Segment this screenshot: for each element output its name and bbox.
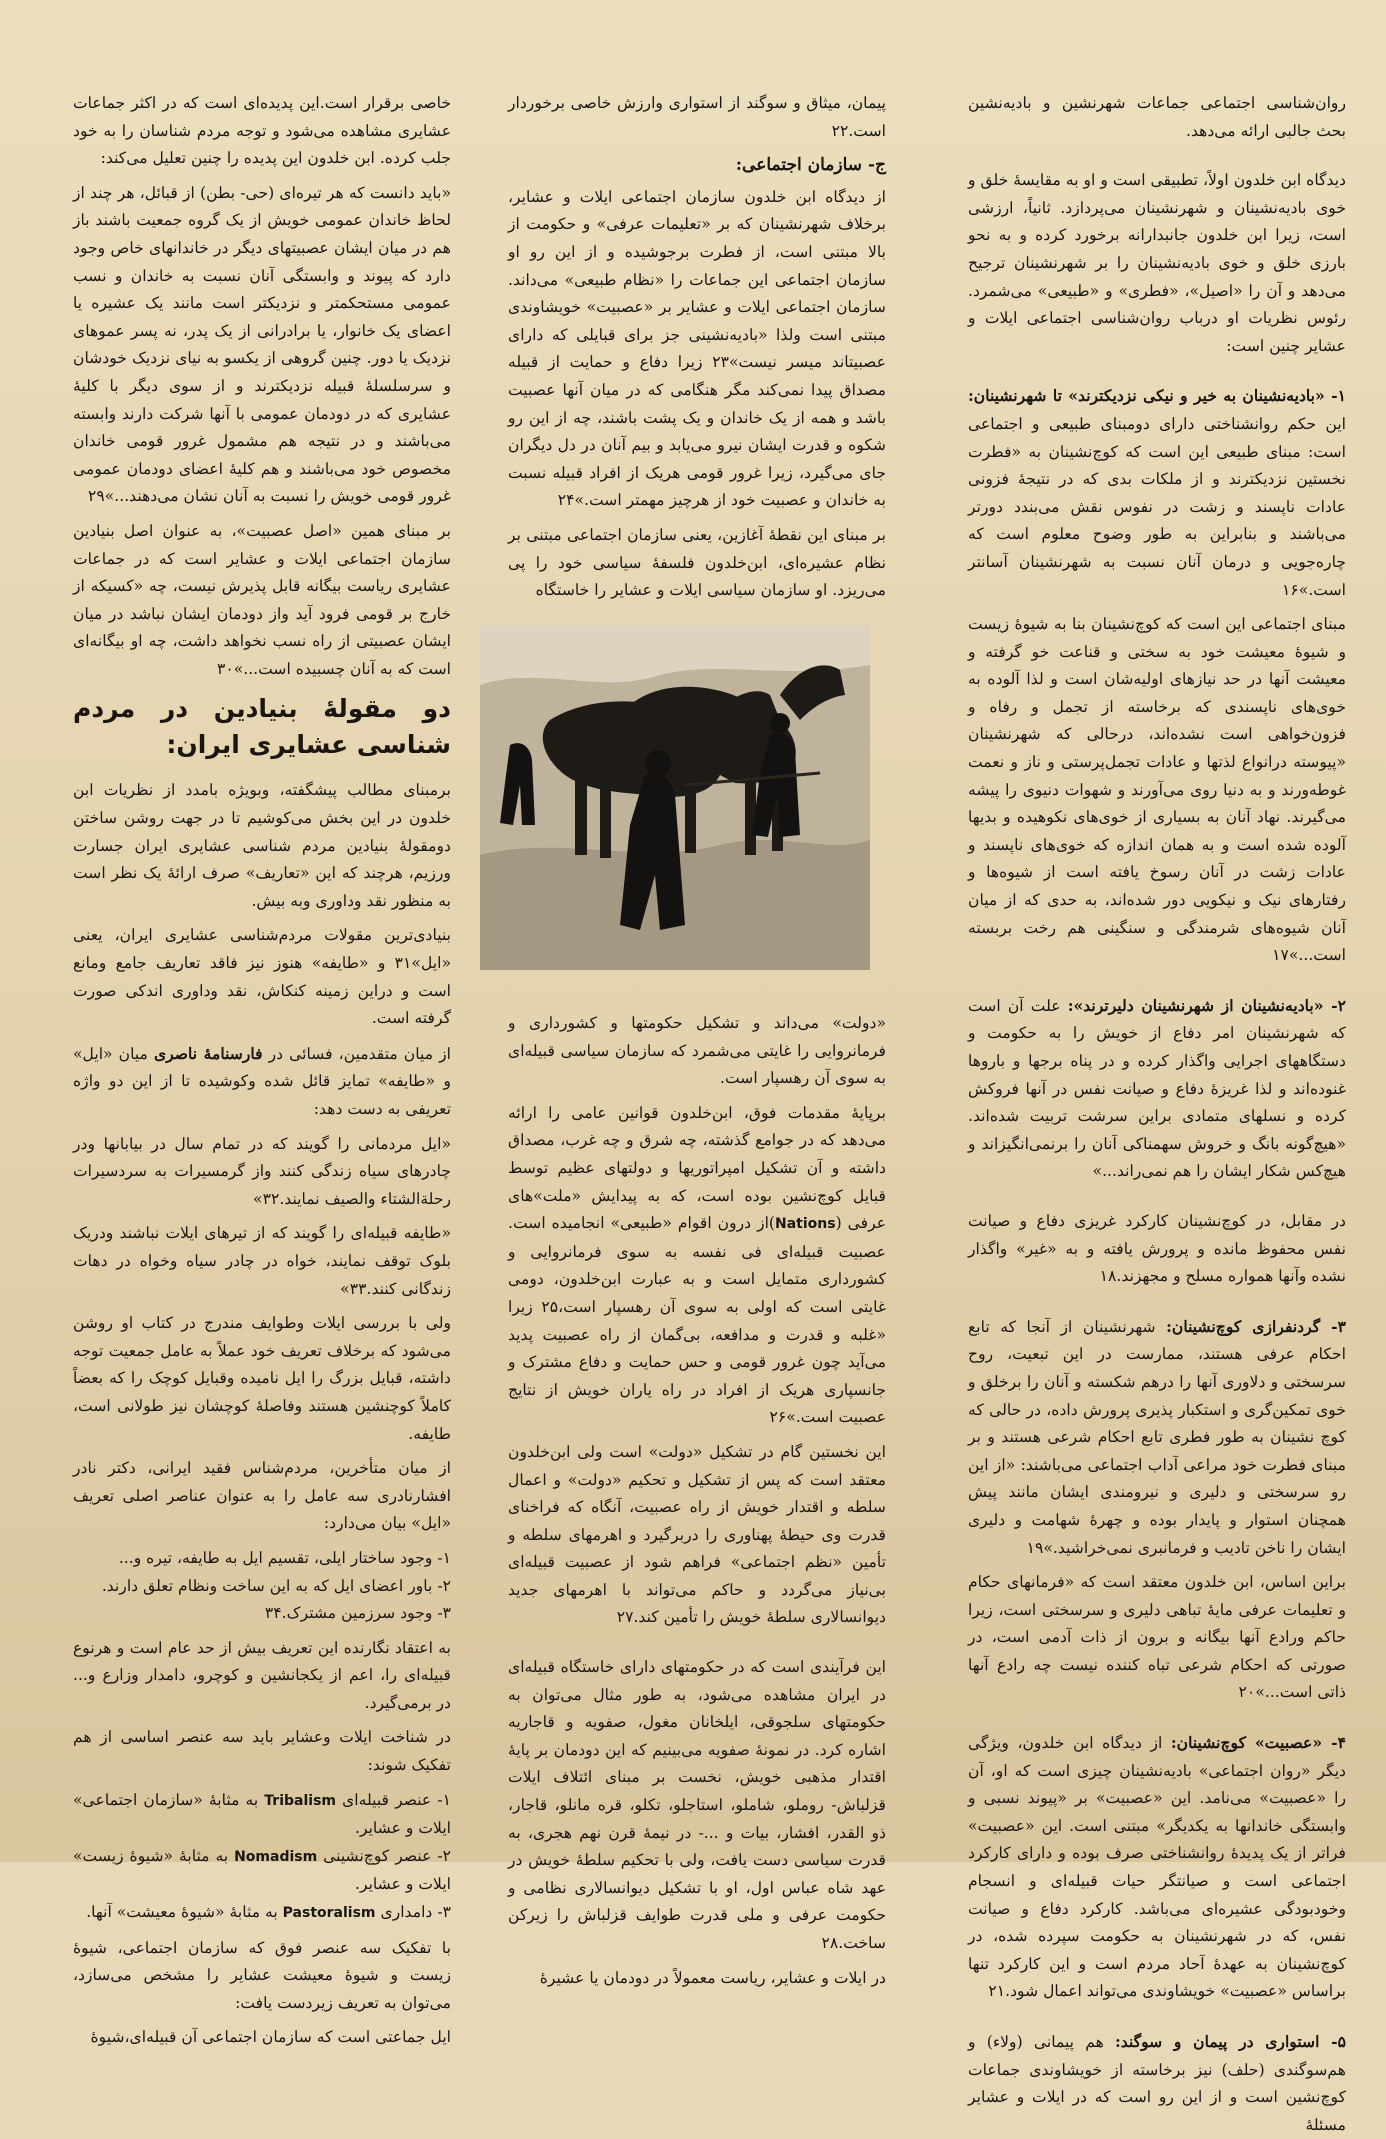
list-item xyxy=(73,1899,451,1928)
paragraph: این فرآیندی است که در حکومتهای دارای خاستگاه قبیله‌ای در ایران مشاهده می‌شود، به طور مثال می‌توان به حکومتهای سلجوقی، ایلخانان مغول، صفویه و قاجاریه اشاره کرد. در نمونهٔ صفویه می‌بینیم که این دودمان بر پایهٔ اقتدار مذهبی خویش، نخست بر مبنای ائتلاف ایلات قزلباش- روملو، شاملو، استاجلو، تکلو، قره مانلو، قاجار، ذو القدر، افشار، بیات و ...- در نیمهٔ قرن نهم هجری، به قدرت سیاسی دست یافت، ولی با تحکیم سلطهٔ خویش در عهد شاه عباس اول، او با تشکیل دیوانسالاری نظامی و حکومت عرفی و ملی قدرت طوایف قزلباش را زیرکن ساخت.۲۸ xyxy=(508,1658,886,1952)
point-text: این حکم روانشناختی دارای دومبنای طبیعی و اجتماعی است: مبنای طبیعی این است که کوچ‌نشینان به «فطرت نخستین نزدیکترند و از ملکات بدی که در نتیجهٔ فزونی عادات ناپسند و زشت در نفوس نقش می‌بندد دورتر می‌باشند و بنابراین به طور وضوح معلوم است که چاره‌جویی و درمان آنان نسبت به شهرنشینان آسانتر است.»۱۶ xyxy=(968,414,1346,599)
quote: «باید دانست که هر تیره‌ای (حی- بطن) از قبائل، هر چند از لحاظ خاندان عمومی خویش از یک گروه جمعیت باشند باز هم در میان ایشان عصبیتهای دیگر در خاندانهای خاص وجود دارد که پیوند و وابستگی آنان نسبت به خاندان و نسب عمومی مستحکمتر و نزدیکتر است مانند یک عشیره یا اعضای یک خانوار، یا برادرانی از یک پدر، نه پسر عموهای نزدیک یا دور. چنین گروهی از یکسو به نیای نزدیک خودشان و سرسلسلهٔ قبیله نزدیکترند و از سوی دیگر با کلیهٔ عشایری که در دودمان عمومی با آنها شرکت دارند وابسته می‌باشند و در نتیجه هم مشمول غرور قومی خاندان مخصوص خود می‌باشند و هم کلیهٔ اعضای دودمان عمومی غرور قومی خویش را نسبت به آنان نشان می‌دهند...»۲۹ xyxy=(73,183,451,506)
man-head xyxy=(645,750,671,776)
person-head xyxy=(770,713,790,733)
nomads-with-donkeys-photo xyxy=(480,625,870,970)
latin-term: Tribalism xyxy=(264,1792,336,1809)
numbered-point xyxy=(968,382,1346,604)
list-item: ۳- وجود سرزمین مشترک.۳۴ xyxy=(264,1604,451,1623)
latin-term: Pastoralism xyxy=(282,1905,376,1922)
text: میان «ایل» و «طایفه» تمایز قائل شده وکوشیده تا از این دو واژه تعریفی به دست دهد: xyxy=(73,1044,451,1118)
point-heading: ۱- «بادیه‌نشینان به خیر و نیکی نزدیکترند» تا شهرنشینان: xyxy=(968,386,1346,406)
text: ۱- عنصر قبیله‌ای xyxy=(336,1790,451,1809)
paragraph: با تفکیک سه عنصر فوق که سازمان اجتماعی، شیوهٔ زیست و شیوهٔ معیشت عشایر را مشخص می‌سازد، می‌توان به تعریف زیردست یافت: xyxy=(73,1938,451,2012)
point-heading: ۲- «بادیه‌نشینان از شهرنشینان دلیرترند»: xyxy=(1067,995,1346,1015)
left-column xyxy=(73,90,451,2047)
numbered-point xyxy=(968,1729,1346,2006)
numbered-point xyxy=(968,992,1346,1186)
paragraph: پیمان، میثاق و سوگند از استواری وارزش خاصی برخوردار است.۲۲ xyxy=(508,94,886,140)
paragraph xyxy=(508,1100,886,1432)
paragraph: از دیدگاه ابن خلدون سازمان اجتماعی ایلات و عشایر، برخلاف شهرنشینان که بر «تعلیمات عرفی» و حکومت از بالا مبتنی است، از فطرت برجوشیده و از این رو او سازمان اجتماعی این جماعات را «نظام طبیعی» می‌داند. سازمان اجتماعی ایلات و عشایر بر «عصبیت» خویشاوندی مبتنی است ولذا «بادیه‌نشینی جز برای قبایلی که دارای عصبیتاند میسر نیست»۲۳ زیرا دفاع و حمایت از قبیله مصداق پیدا نمی‌کند مگر هنگامی که در میان آنها عصبیت باشد و همه از یک خاندان و یک پشت باشند، چه از این رو شکوه و قدرت ایشان نیرو می‌یابد و بیم آنان در دل دیگران جای می‌گیرد، زیرا غرور قومی هریک از افراد قبیله نسبت به خاندان و عصبیت خود از هرچیز مهمتر است.»۲۴ xyxy=(508,187,886,510)
text: به مثابهٔ «شیوهٔ معیشت» آنها. xyxy=(86,1903,283,1922)
paragraph: ولی با بررسی ایلات وطوایف مندرج در کتاب او روشن می‌شود که برخلاف تعریف خود عملاً به عامل جمعیت توجه داشته، قبایل بزرگ را ایل نامیده وقبایل کوچک را که بعضاً کاملاً کوچنشین هستند وفاصلهٔ کوچشان نیز طولانی است، طایفه. xyxy=(73,1314,451,1443)
text: ۲- عنصر کوچ‌نشینی xyxy=(317,1846,451,1865)
paragraph: بنیادی‌ترین مقولات مردم‌شناسی عشایری ایران، یعنی «ایل»۳۱ و «طایفه» هنوز نیز فاقد تعاریف جامع ومانع است و دراین زمینه کنکاش، نقد وداوری اندکی صورت گرفته است. xyxy=(73,926,451,1028)
point-text: هم پیمانی (ولاء) و هم‌سوگندی (حلف) نیز برخاسته از خویشاوندی جماعات کوچ‌نشین است و از این رو است که در ایلات و عشایر مسئلهٔ xyxy=(968,2033,1346,2134)
numbered-point xyxy=(968,2028,1346,2139)
list-item xyxy=(73,1787,451,1843)
photo-illustration xyxy=(480,625,870,970)
paragraph: روان‌شناسی اجتماعی جماعات شهرنشین و بادیه‌نشین بحث جالبی ارائه می‌دهد. xyxy=(968,94,1346,140)
paragraph: این نخستین گام در تشکیل «دولت» است ولی ابن‌خلدون معتقد است که پس از تشکیل و تحکیم «دولت» و اعمال سلطه و اقتدار خویش از راه عصبیت، آنگاه که فراخنای قدرت وی حیطهٔ پهناوری را دربرگیرد و اهرمهای سلطه و تأمین «نظم اجتماعی» فراهم شود از عصبیت قبیله‌ای بی‌نیاز می‌گردد و حاکم می‌تواند با اهرمهای جدید دیوانسالاری سلطهٔ خویش را تأمین کند.۲۷ xyxy=(508,1442,886,1627)
quote: «طایفه قبیله‌ای را گویند که از تیرهای ایلات نباشند ودریک بلوک توقف نمایند، خواه در چادر سیاه وخواه در دهات زندگانی کنند.۳۳» xyxy=(73,1224,451,1298)
text: برپایهٔ مقدمات فوق، ابن‌خلدون قوانین عامی را ارائه می‌دهد که در جوامع گذشته، چه شرق و چه غرب، مصداق داشته و آن تشکیل امپراتوریها و دولتهای عظیم توسط قبایل کوچ‌نشین بوده است، که به پیدایش «ملت»های عرفی ( xyxy=(508,1103,886,1233)
paragraph: ایل جماعتی است که سازمان اجتماعی آن قبیله‌ای،شیوهٔ xyxy=(90,2028,451,2047)
latin-term: Nomadism xyxy=(234,1848,318,1865)
donkey-leg xyxy=(685,777,696,853)
donkey-leg xyxy=(600,780,611,858)
right-column xyxy=(968,90,1346,2134)
text: به مثابهٔ «شیوهٔ زیست» ایلات و عشایر. xyxy=(73,1846,451,1894)
text: ۳- دامداری xyxy=(375,1903,451,1922)
donkey-leg xyxy=(745,775,756,855)
middle-column-lower xyxy=(508,1010,886,1999)
text: از میان متقدمین، فسائی در xyxy=(262,1044,451,1063)
section-heading: ج- سازمان اجتماعی: xyxy=(735,155,886,176)
point-heading: ۳- گردنفرازی کوچ‌نشینان: xyxy=(1166,1316,1346,1336)
paragraph: برمبنای مطالب پیشگفته، وبویژه بامدد از نظریات ابن خلدون در این بخش می‌کوشیم تا در جهت روشن ساختن دومقولهٔ بنیادین مردم شناسی عشایری ایران جسارت ورزیم، هرچند که این «تعاریف» صرف ارائهٔ یک نظر است به منظور نقد وداوری وبه بیش. xyxy=(73,781,451,910)
text: )از درون اقوام «طبیعی» انجامیده است. عصبیت قبیله‌ای فی نفسه به سوی فرمانروایی و کشورداری متمایل است و به عبارت ابن‌خلدون، دومی غایتی است که اولی به سوی آن رهسپار است،۲۵ زیرا «غلبه و قدرت و مدافعه، بی‌گمان از راه عصبیت پدید می‌آید چون غرور قومی و حس حمایت و دفاع مشترک و جانسپاری هریک از افراد در راه یاران خویش از نتایج عصبیت است.»۲۶ xyxy=(508,1214,887,1427)
point-text: شهرنشینان از آنجا که تابع احکام عرفی هستند، ممارست در این تبعیت، روح سرسختی و دلاوری آنها را درهم شکسته و آنان را برخلق و خوی تمکین‌گری و استکبار پذیری پرورش داده، در حالی که کوچ نشینان به طور فطری تابع احکام شرعی هستند و بر مبنای فطرت خود مراعی آداب اجتماعی می‌باشند: «از این رو سرسختی و دلیری و نیرومندی ایشان مانند پیش همچنان استوار و پایدار بوده و چهرهٔ شهامت و دلیری ایشان را ناخن تادیب و فرمانبری نمی‌خراشید.»۱۹ xyxy=(968,1317,1346,1557)
numbered-point xyxy=(968,1313,1346,1562)
paragraph: خاصی برقرار است.این پدیده‌ای است که در اکثر جماعات عشایری مشاهده می‌شود و توجه مردم شناسان را به خود جلب کرده. ابن خلدون این پدیده را چنین تعلیل می‌کند: xyxy=(73,94,451,168)
paragraph: به اعتقاد نگارنده این تعریف بیش از حد عام است و هرنوع قبیله‌ای را، اعم از یکجانشین و کوچرو، دامدار وزارع و... در برمی‌گیرد. xyxy=(73,1638,451,1712)
paragraph: مبنای اجتماعی این است که کوچ‌نشینان بنا به شیوهٔ زیست و شیوهٔ معیشت خود به سختی و قناعت خو گرفته و معیشت آنها در حد نیازهای اولیه‌شان است و لذا آلوده به خوی‌های ناپسندی که برخاسته از تجمل و رفاه و فزون‌خواهی است نشده‌اند، درحالی که شهرنشینان «پیوسته درانواع لذتها و عادات تجمل‌پرستی و ناز و نعمت غوطه‌ورند و به دنیا روی می‌آورند و شهوات دنیوی را پیشه می‌گیرند. نهاد آنان به بسیاری از خوی‌های نکوهیده و بدیها آلوده شده است و به همان اندازه که خوی‌های ناپسند و عادات زشت در آنان رسوخ یافته است از شیوه‌ها و رفتارهای نیک و نیکویی دور شده‌اند، به حدی که از میان آنان شیوه‌های شرمندگی و سنگینی هم رخت بربسته است...»۱۷ xyxy=(968,615,1346,965)
point-heading: ۵- استواری در پیمان و سوگند: xyxy=(1115,2032,1346,2051)
middle-column xyxy=(508,90,887,1987)
point-text: از دیدگاه ابن خلدون، ویژگی دیگر «روان اجتماعی» بادیه‌نشینان چیزی است که او، آن را «عصبیت» می‌نامد. این «عصبیت» بر «پیوند نسبی و وابستگی خاندانها به یکدیگر» مبتنی است. این «عصبیت» فراتر از یک پدیدهٔ روانشناختی صرف بوده و دارای کارکرد اجتماعی است و صیانتگر حیات قبیله‌ای و انسجام وخودبودگی عشیره‌ای می‌باشد. کارکرد دفاع و صیانت نفس، که در شهرنشینان به حکومت سپرده شده، در کوچ‌نشینان به عهدهٔ آحاد مردم است و این کارکرد تنها براساس «عصبیت» خویشاوندی می‌تواند اعمال شود.۲۱ xyxy=(968,1734,1346,2001)
paragraph: از میان متأخرین، مردم‌شناس فقید ایرانی، دکتر نادر افشارنادری سه عامل را به عنوان عناصر اصلی تعریف «ایل» بیان می‌دارد: xyxy=(73,1459,451,1533)
paragraph: بر مبنای این نقطهٔ آغازین، یعنی سازمان اجتماعی مبتنی بر نظام عشیره‌ای، ابن‌خلدون فلسفهٔ سیاسی خود را پی می‌ریزد. او سازمان سیاسی ایلات و عشایر را خاستگاه xyxy=(508,525,886,600)
list-item: ۲- باور اعضای ایل که به این ساخت ونظام تعلق دارند. xyxy=(101,1576,451,1595)
book-title: فارسنامهٔ ناصری xyxy=(153,1043,263,1063)
point-heading: ۴- «عصبیت» کوچ‌نشینان: xyxy=(1170,1733,1346,1753)
paragraph: در مقابل، در کوچ‌نشینان کارکرد غریزی دفاع و صیانت نفس محفوظ مانده و پرورش یافته و به «غیر» واگذار نشده وآنها همواره مسلح و مجهزند.۱۸ xyxy=(968,1211,1346,1286)
text: به مثابهٔ «سازمان اجتماعی» ایلات و عشایر. xyxy=(73,1790,451,1838)
paragraph: بر مبنای همین «اصل عصبیت»، به عنوان اصل بنیادین سازمان اجتماعی ایلات و عشایر است که در جماعات عشایری ریاست بیگانه قابل پذیرش نیست، چه «کسیکه از خارج بر قومی فرود آید واز دودمان ایشان نباشد در میان ایشان عصبیتی از راه نسب نخواهد داشت، چه او بیگانه‌ای است که به آنان چسبیده است...»۳۰ xyxy=(73,521,451,678)
point-text: علت آن است که شهرنشینان امر دفاع از خویش را به حکومت و دستگاههای اجرایی واگذار کرده و در پناه برجها و باروها غنوده‌اند و لذا غریزهٔ دفاع و صیانت نفس در آنها فروکش کرده و نسلهای متمادی براین سرشت تربیت شده‌اند. «هیچ‌گونه بانگ و خروش سهمناکی آنان را برنمی‌انگیزاند و هیچ‌کس شکار ایشان را هم نمی‌راند...» xyxy=(968,996,1346,1181)
latin-term: Nations xyxy=(775,1216,836,1233)
paragraph: براین اساس، ابن خلدون معتقد است که «فرمانهای حکام و تعلیمات عرفی مایهٔ تباهی دلیری و سرسختی است، زیرا حاکم ورادع آنها بیگانه و برون از ذات آدمی است، در صورتی که احکام شرعی تباه کننده نیست چه رادع آنها ذاتی است...»۲۰ xyxy=(968,1573,1346,1702)
paragraph: در شناخت ایلات وعشایر باید سه عنصر اساسی از هم تفکیک شوند: xyxy=(73,1728,451,1775)
paragraph: «دولت» می‌داند و تشکیل حکومتها و کشورداری و فرمانروایی را غایتی می‌شمرد که سازمان سیاسی قبیله‌ای به سوی آن رهسپار است. xyxy=(508,1014,886,1088)
paragraph xyxy=(73,1040,451,1124)
paragraph: دیدگاه ابن خلدون اولاً، تطبیقی است و او به مقایسهٔ خلق و خوی بادیه‌نشینان و شهرنشینان می‌پردازد. ثانیاً، ارزشی است، زیرا ابن خلدون جانبدارانه برخورد کرده و به نحو بارزی خلق و خوی بادیه‌نشینان را بر شهرنشینان ترجیح می‌دهد و آن را «اصیل»، «فطری» و «طبیعی» می‌شمرد. رئوس نظریات او درباب روان‌شناسی اجتماعی ایلات و عشایر چنین است: xyxy=(968,171,1346,355)
quote: «ایل مردمانی را گویند که در تمام سال در بیابانها ودر چادرهای سیاه زندگی کنند واز گرمسیرات به سردسیرات رحلةالشتاء والصیف نمایند.۳۲» xyxy=(73,1134,451,1208)
donkey-leg xyxy=(575,775,587,855)
list-item xyxy=(73,1843,451,1899)
list-item: ۱- وجود ساختار ایلی، تقسیم ایل به طایفه، تیره و... xyxy=(118,1548,451,1567)
section-title: دو مقولهٔ بنیادین در مردم شناسی عشایری ایران: xyxy=(73,694,451,760)
paragraph: در ایلات و عشایر، ریاست معمولاً در دودمان یا عشیرهٔ xyxy=(539,1968,886,1987)
